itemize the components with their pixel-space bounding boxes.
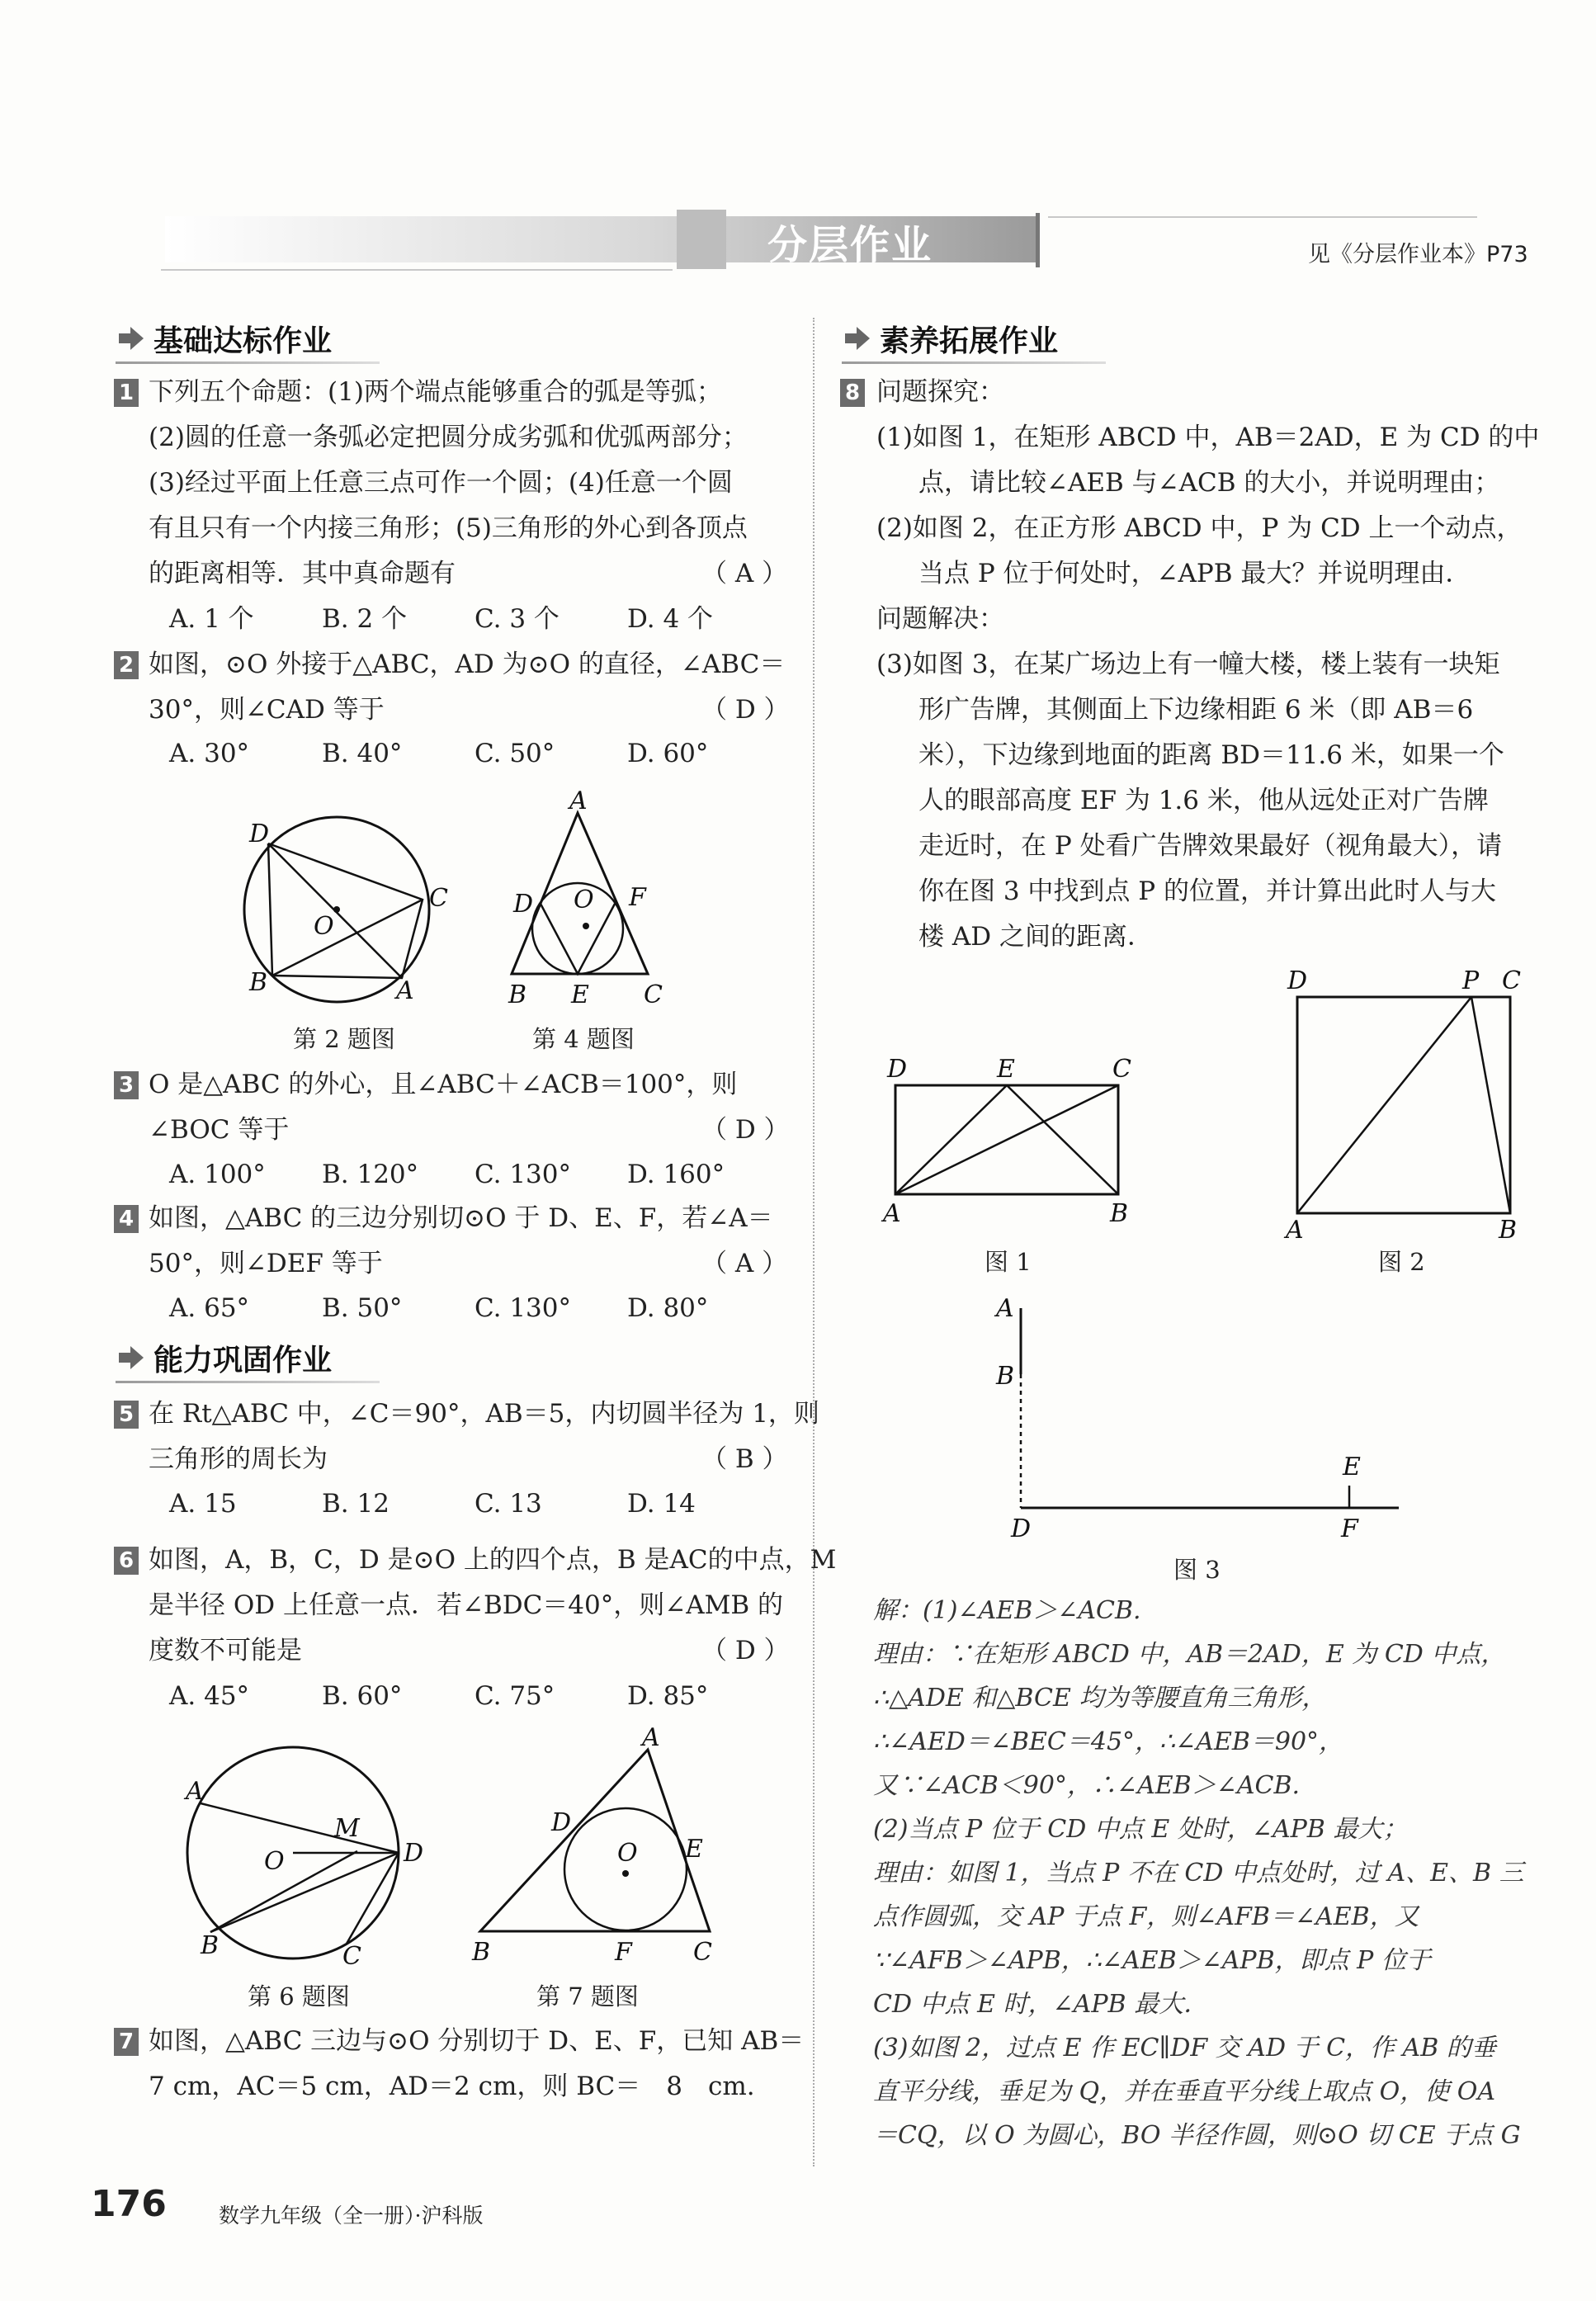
svg-text:E: E: [1343, 1453, 1361, 1481]
svg-text:E: E: [997, 1055, 1015, 1084]
option: D. 160°: [627, 1160, 725, 1189]
problem-8-line: 问题探究：: [876, 377, 1004, 407]
problem-7-line: 如图，△ABC 三边与⊙O 分别切于 D、E、F，已知 AB＝: [149, 2026, 805, 2056]
problem-1-number: 1: [114, 379, 139, 407]
svg-text:D: D: [551, 1808, 572, 1837]
option: C. 50°: [475, 739, 555, 768]
figure-caption: 图 1: [985, 1248, 1032, 1276]
svg-text:A: A: [569, 788, 588, 815]
svg-text:C: C: [1502, 966, 1521, 995]
solution-line: 理由：∵在矩形 ABCD 中，AB＝2AD，E 为 CD 中点，: [873, 1640, 1506, 1669]
solution-line: 直平分线，垂足为 Q，并在垂直平分线上取点 O，使 OA: [873, 2077, 1496, 2106]
figure-caption: 第 4 题图: [532, 1025, 635, 1053]
option: B. 60°: [322, 1681, 403, 1711]
solution-line: (3)如图 2，过点 E 作 EC∥DF 交 AD 于 C，作 AB 的垂: [873, 2034, 1496, 2062]
problem-1-line: 有且只有一个内接三角形；(5)三角形的外心到各顶点: [149, 513, 748, 543]
header-title: 分层作业: [767, 222, 933, 268]
solution-line: ＝CQ，以 O 为圆心，BO 半径作圆，则⊙O 切 CE 于点 G: [873, 2121, 1521, 2150]
figure-3: [986, 1292, 1415, 1547]
option: B. 120°: [322, 1160, 419, 1189]
section-basic-title: 基础达标作业: [153, 324, 333, 358]
problem-3-answer: （ D ）: [701, 1115, 790, 1145]
arrow-icon: [842, 324, 870, 352]
problem-8-line: 走近时，在 P 处看广告牌效果最好（视角最大），请: [918, 831, 1503, 861]
solution-line: 又∵∠ACB＜90°，∴∠AEB＞∠ACB.: [873, 1771, 1301, 1800]
svg-text:F: F: [629, 883, 646, 912]
problem-2-line: 30°，则∠CAD 等于: [149, 695, 385, 725]
problem-8-line: 问题解决：: [876, 604, 1004, 634]
svg-text:O: O: [574, 886, 594, 914]
option: A. 1 个: [169, 604, 254, 634]
svg-text:O: O: [314, 912, 334, 941]
problem-5-number: 5: [114, 1401, 139, 1429]
svg-text:B: B: [472, 1938, 491, 1967]
section-ability-title: 能力巩固作业: [153, 1343, 333, 1377]
option: B. 40°: [322, 739, 403, 768]
svg-text:E: E: [685, 1835, 703, 1864]
problem-5-line: 三角形的周长为: [149, 1444, 328, 1474]
option: D. 14: [627, 1489, 696, 1519]
svg-text:E: E: [571, 980, 589, 1009]
option: A. 30°: [169, 739, 250, 768]
svg-text:A: A: [883, 1199, 901, 1228]
option: B. 2 个: [322, 604, 408, 634]
option: D. 80°: [627, 1293, 709, 1323]
option: C. 3 个: [475, 604, 560, 634]
section-extension: [842, 316, 1106, 361]
figure-problem-2: [231, 792, 479, 1015]
svg-text:D: D: [1287, 966, 1308, 995]
option: B. 50°: [322, 1293, 403, 1323]
problem-8-line: 点，请比较∠AEB 与∠ACB 的大小，并说明理由；: [918, 468, 1500, 498]
option: D. 85°: [627, 1681, 709, 1711]
figure-2: [1271, 964, 1535, 1245]
figure-caption: 第 6 题图: [248, 1982, 350, 2010]
problem-6-line: 度数不可能是: [149, 1636, 302, 1666]
problem-4-answer: （ A ）: [701, 1249, 788, 1278]
svg-text:C: C: [644, 980, 663, 1009]
book-title: 数学九年级（全一册）·沪科版: [219, 2204, 484, 2228]
svg-text:B: B: [508, 980, 527, 1009]
problem-3-number: 3: [114, 1071, 139, 1099]
arrow-icon: [116, 324, 144, 352]
option: B. 12: [322, 1489, 390, 1519]
problem-3-line: ∠BOC 等于: [149, 1115, 290, 1145]
problem-2-answer: （ D ）: [701, 695, 790, 725]
svg-text:P: P: [1462, 966, 1480, 995]
svg-text:D: D: [249, 820, 270, 848]
svg-text:C: C: [429, 884, 448, 913]
svg-text:A: A: [1286, 1216, 1304, 1245]
figure-caption: 图 2: [1378, 1248, 1425, 1276]
problem-7-number: 7: [114, 2028, 139, 2056]
problem-1-line: (3)经过平面上任意三点可作一个圆；(4)任意一个圆: [149, 468, 733, 498]
svg-text:F: F: [615, 1938, 632, 1967]
option: A. 100°: [169, 1160, 266, 1189]
solution-line: ∴∠AED＝∠BEC＝45°，∴∠AEB＝90°，: [873, 1727, 1344, 1756]
problem-3-line: O 是△ABC 的外心，且∠ABC＋∠ACB＝100°，则: [149, 1070, 738, 1099]
page-number: 176: [91, 2183, 167, 2225]
svg-text:B: B: [1499, 1216, 1518, 1245]
arrow-icon: [116, 1344, 144, 1372]
section-basic: [116, 316, 380, 361]
problem-6-number: 6: [114, 1547, 139, 1575]
problem-1-line: (2)圆的任意一条弧必定把圆分成劣弧和优弧两部分；: [149, 423, 748, 452]
problem-5-answer: （ B ）: [701, 1444, 788, 1474]
figure-problem-4: [495, 788, 685, 1019]
svg-text:B: B: [249, 968, 268, 997]
problem-1-line: 下列五个命题：(1)两个端点能够重合的弧是等弧；: [149, 377, 722, 407]
option: D. 60°: [627, 739, 709, 768]
svg-text:M: M: [334, 1814, 360, 1843]
solution-line: 点作圆弧，交 AP 于点 F，则∠AFB＝∠AEB，又: [873, 1902, 1419, 1931]
svg-text:C: C: [693, 1938, 712, 1967]
figure-caption: 图 3: [1173, 1556, 1221, 1584]
option: D. 4 个: [627, 604, 714, 634]
problem-4-line: 50°，则∠DEF 等于: [149, 1249, 383, 1278]
figure-problem-7: [462, 1725, 726, 1973]
problem-8-line: 米），下边缘到地面的距离 BD＝11.6 米，如果一个: [918, 740, 1504, 770]
svg-text:A: A: [996, 1294, 1014, 1323]
column-divider: [813, 318, 815, 2166]
problem-7-line: 7 cm，AC＝5 cm，AD＝2 cm，则 BC＝ 8 cm.: [149, 2072, 755, 2101]
solution-line: ∵∠AFB＞∠APB，∴∠AEB＞∠APB，即点 P 位于: [873, 1946, 1431, 1975]
svg-text:O: O: [617, 1839, 638, 1868]
svg-text:B: B: [1110, 1199, 1129, 1228]
header-reference: 见《分层作业本》P73: [1308, 242, 1528, 267]
option: C. 130°: [475, 1160, 571, 1189]
option: A. 15: [169, 1489, 237, 1519]
problem-8-line: 形广告牌，其侧面上下边缘相距 6 米（即 AB＝6: [918, 695, 1474, 725]
option: A. 65°: [169, 1293, 250, 1323]
solution-line: (2)当点 P 位于 CD 中点 E 处时，∠APB 最大；: [873, 1815, 1408, 1844]
problem-4-number: 4: [114, 1205, 139, 1233]
section-ability: [116, 1335, 380, 1380]
option: A. 45°: [169, 1681, 250, 1711]
svg-text:A: A: [186, 1777, 204, 1806]
problem-6-line: 是半径 OD 上任意一点．若∠BDC＝40°，则∠AMB 的: [149, 1590, 783, 1620]
header-rule-left: [161, 269, 673, 271]
problem-5-line: 在 Rt△ABC 中，∠C＝90°，AB＝5，内切圆半径为 1，则: [149, 1399, 819, 1429]
option: C. 75°: [475, 1681, 555, 1711]
problem-8-line: 你在图 3 中找到点 P 的位置，并计算出此时人与大: [918, 876, 1496, 906]
svg-text:A: A: [642, 1725, 660, 1752]
problem-6-answer: （ D ）: [701, 1636, 790, 1666]
problem-8-line: 当点 P 位于何处时，∠APB 最大？并说明理由．: [918, 559, 1471, 588]
figure-caption: 第 2 题图: [293, 1025, 395, 1053]
figure-caption: 第 7 题图: [536, 1982, 639, 2010]
solution-line: ∴△ADE 和△BCE 均为等腰直角三角形，: [873, 1684, 1327, 1713]
svg-text:C: C: [342, 1942, 361, 1968]
solution-line: 理由：如图 1，当点 P 不在 CD 中点处时，过 A、E、B 三: [873, 1859, 1524, 1888]
svg-text:O: O: [264, 1847, 285, 1876]
svg-text:D: D: [513, 890, 534, 919]
problem-8-line: (3)如图 3，在某广场边上有一幢大楼，楼上装有一块矩: [876, 650, 1500, 679]
svg-text:D: D: [887, 1055, 908, 1084]
problem-1-line: 的距离相等．其中真命题有: [149, 559, 456, 588]
svg-text:F: F: [1341, 1514, 1358, 1543]
problem-2-line: 如图，⊙O 外接于△ABC，AD 为⊙O 的直径，∠ABC＝: [149, 650, 786, 679]
option: C. 13: [475, 1489, 542, 1519]
problem-8-line: (2)如图 2，在正方形 ABCD 中，P 为 CD 上一个动点，: [876, 513, 1523, 543]
section-extension-title: 素养拓展作业: [880, 324, 1059, 358]
svg-text:A: A: [396, 976, 414, 1005]
problem-8-line: (1)如图 1，在矩形 ABCD 中，AB＝2AD，E 为 CD 的中: [876, 423, 1540, 452]
option: C. 130°: [475, 1293, 571, 1323]
figure-problem-6: [169, 1737, 433, 1968]
solution-line: 解：(1)∠AEB＞∠ACB.: [873, 1596, 1141, 1625]
problem-4-line: 如图，△ABC 的三边分别切⊙O 于 D、E、F，若∠A＝: [149, 1203, 773, 1233]
svg-text:C: C: [1112, 1055, 1131, 1084]
problem-8-line: 人的眼部高度 EF 为 1.6 米，他从远处正对广告牌: [918, 786, 1489, 815]
problem-2-number: 2: [114, 651, 139, 679]
svg-text:D: D: [404, 1839, 424, 1868]
solution-line: CD 中点 E 时，∠APB 最大．: [873, 1990, 1209, 2019]
problem-1-answer: （ A ）: [701, 559, 788, 588]
figure-1: [875, 1048, 1147, 1246]
svg-text:D: D: [1011, 1514, 1032, 1543]
svg-text:B: B: [201, 1931, 220, 1960]
problem-8-line: 楼 AD 之间的距离．: [918, 922, 1153, 952]
problem-8-number: 8: [840, 379, 865, 407]
header-rule-right: [1048, 216, 1477, 218]
svg-text:B: B: [996, 1362, 1015, 1391]
problem-6-line: 如图，A，B，C，D 是⊙O 上的四个点，B 是AC的中点，M: [149, 1545, 837, 1575]
